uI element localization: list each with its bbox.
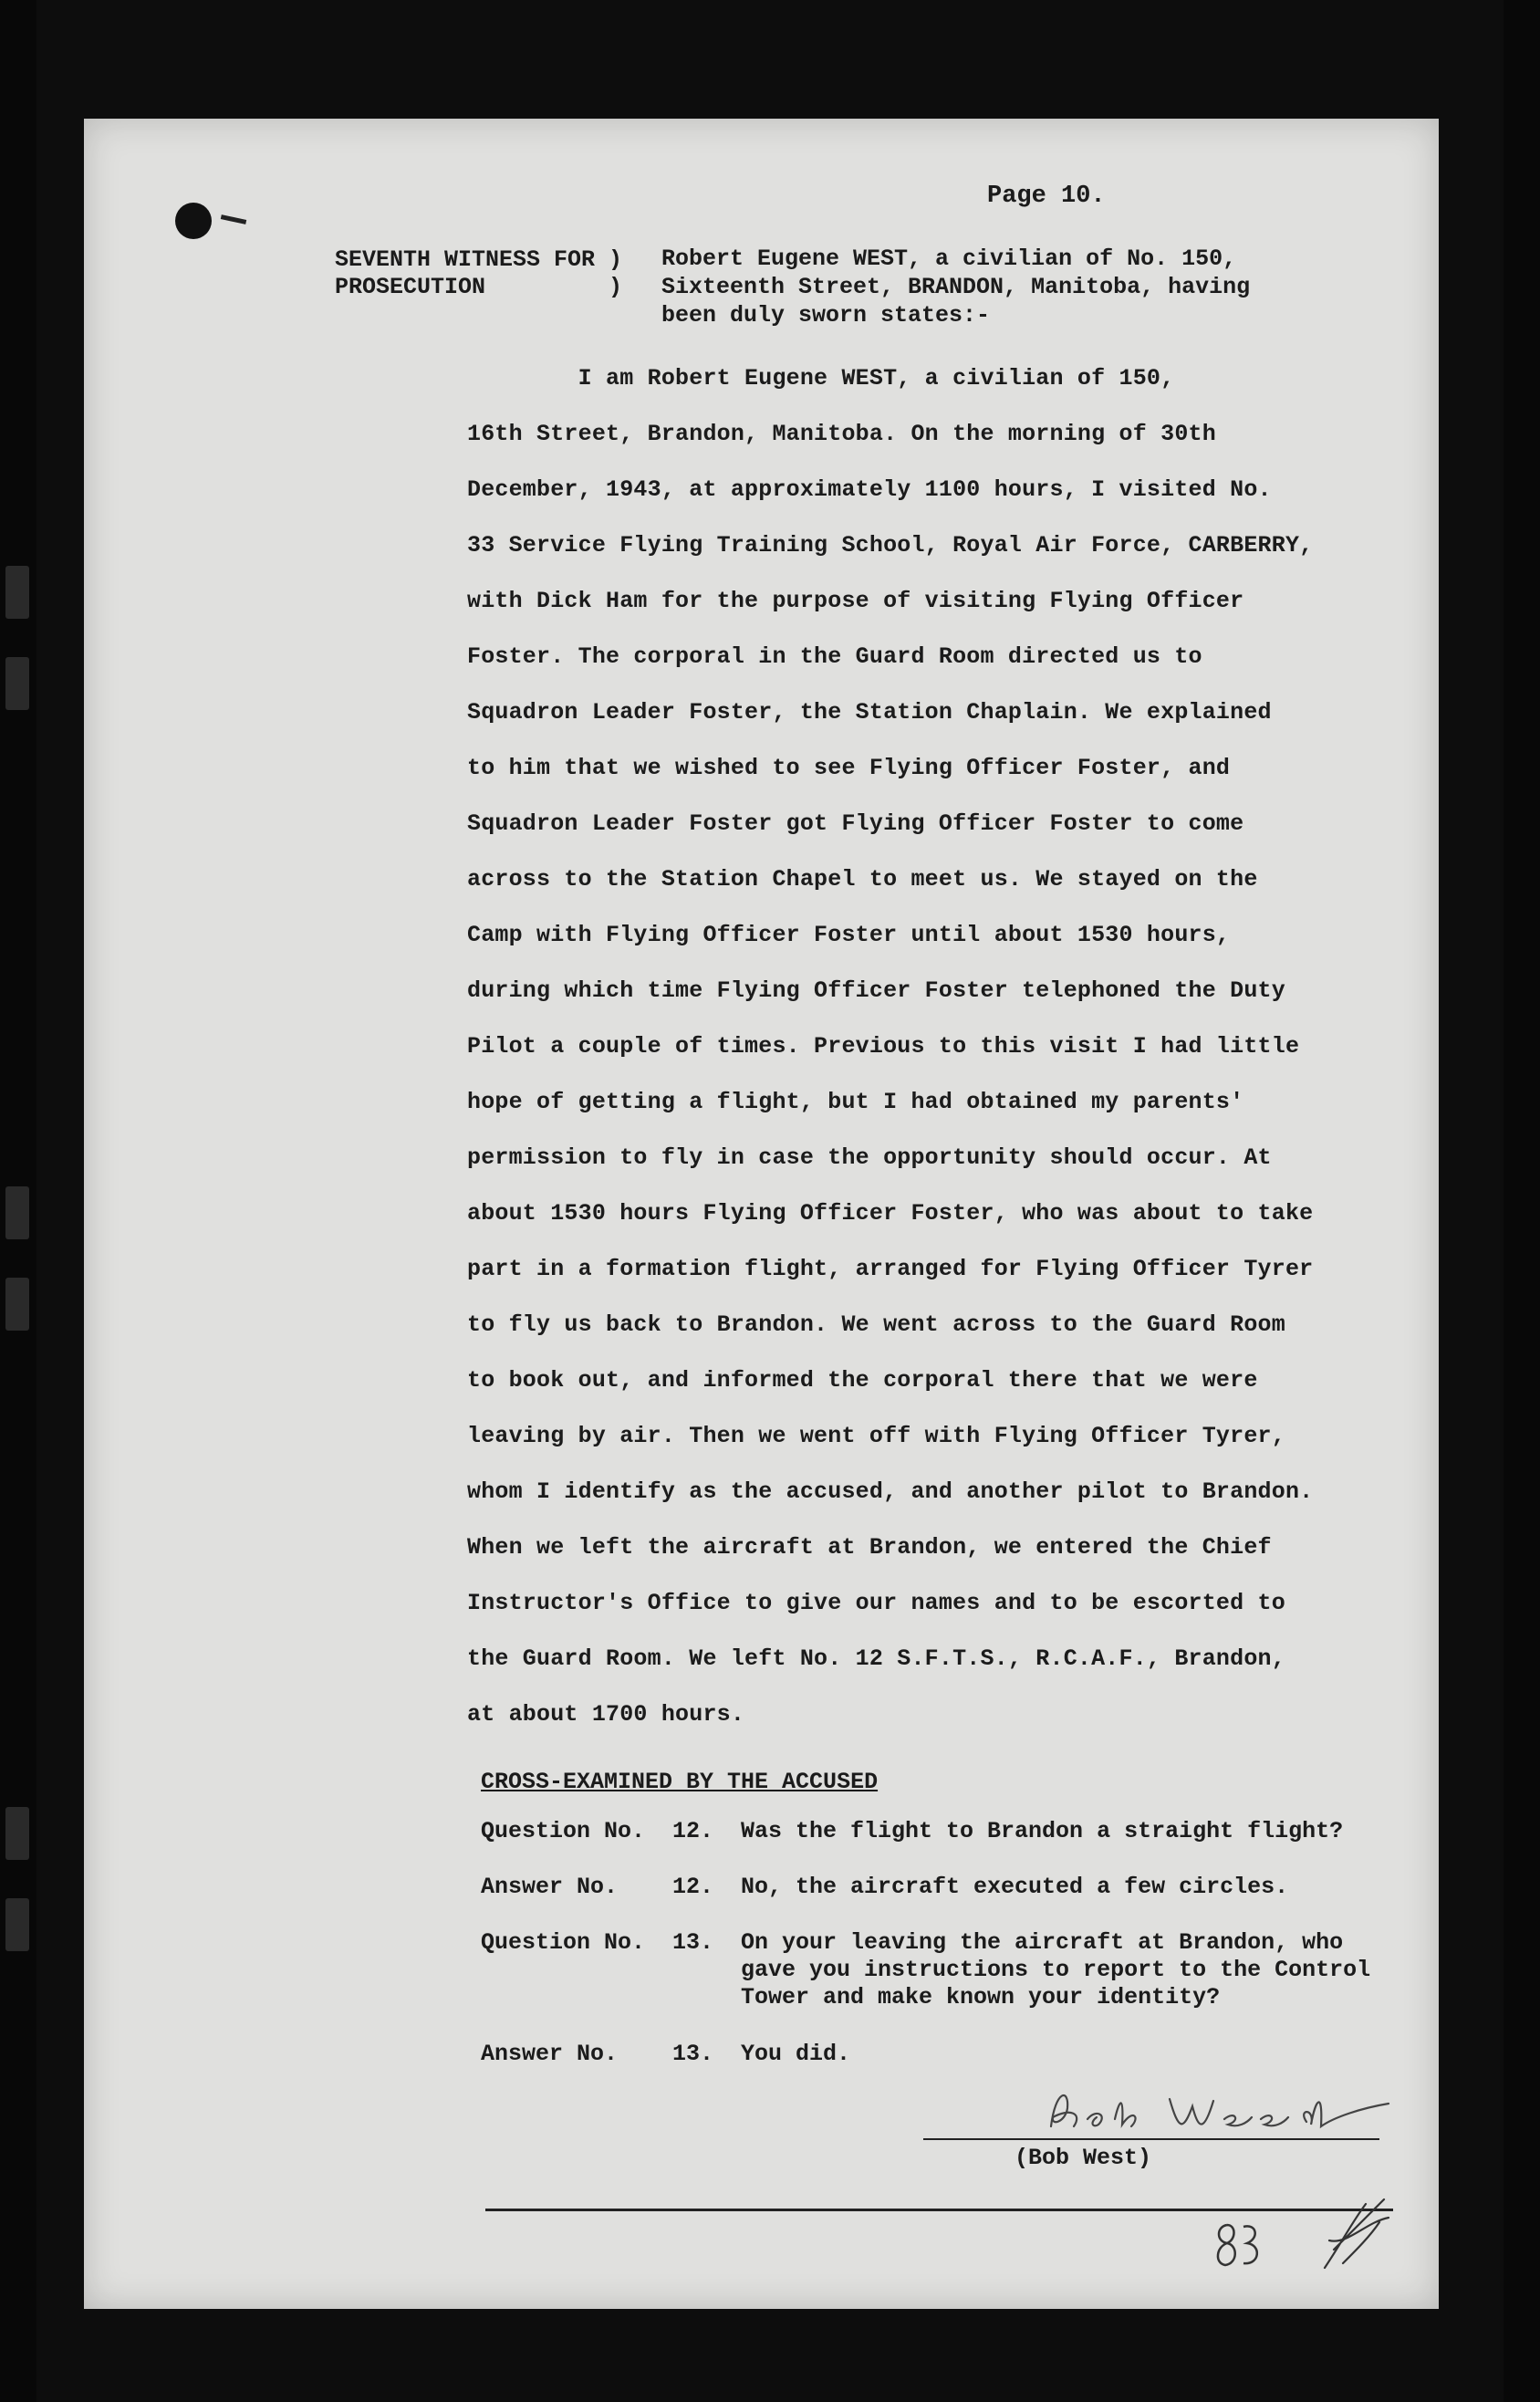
witness-label: SEVENTH WITNESS FOR ) PROSECUTION ) xyxy=(335,246,623,300)
punch-mark xyxy=(221,214,246,225)
qa-label: Question No. xyxy=(481,1818,646,1844)
statement-line: 16th Street, Brandon, Manitoba. On the morning of 30th xyxy=(467,421,1216,447)
cross-examination-heading: CROSS-EXAMINED BY THE ACCUSED xyxy=(481,1769,879,1795)
qa-text-line: gave you instructions to report to the Control xyxy=(741,1957,1371,1983)
punch-hole xyxy=(175,203,212,239)
statement-line: Instructor's Office to give our names and to be escorted to xyxy=(467,1590,1285,1616)
statement-line: Squadron Leader Foster, the Station Chaplain. We explained xyxy=(467,699,1272,726)
qa-label: Question No. xyxy=(481,1929,646,1956)
signature-line xyxy=(923,2138,1379,2140)
qa-text-line: On your leaving the aircraft at Brandon, who xyxy=(741,1929,1344,1956)
statement-line: to book out, and informed the corporal there that we were xyxy=(467,1367,1258,1394)
statement-line: at about 1700 hours. xyxy=(467,1701,745,1728)
qa-text xyxy=(741,2041,850,2068)
statement-line: Squadron Leader Foster got Flying Officer Foster to come xyxy=(467,810,1244,837)
signature-printed-name: (Bob West) xyxy=(1015,2145,1152,2171)
statement-line: 33 Service Flying Training School, Royal Air Force, CARBERRY, xyxy=(467,532,1314,559)
sprocket-hole xyxy=(5,657,29,710)
qa-text xyxy=(741,1818,1343,1845)
qa-text-line: No, the aircraft executed a few circles. xyxy=(741,1874,1289,1900)
qa-label: Answer No. xyxy=(481,2041,619,2067)
sprocket-hole xyxy=(5,1807,29,1860)
film-strip-right xyxy=(1504,0,1540,2402)
statement-line: whom I identify as the accused, and another pilot to Brandon. xyxy=(467,1478,1314,1505)
statement-line: the Guard Room. We left No. 12 S.F.T.S., R.C.A.F., Brandon, xyxy=(467,1645,1285,1672)
film-strip-left xyxy=(0,0,36,2402)
intro-line: Robert Eugene WEST, a civilian of No. 150, xyxy=(661,245,1237,272)
qa-text-line: Was the flight to Brandon a straight flight? xyxy=(741,1818,1344,1844)
statement-line: during which time Flying Officer Foster telephoned the Duty xyxy=(467,977,1285,1004)
page-number: Page 10. xyxy=(987,183,1106,210)
folio-number-handwritten xyxy=(1211,2218,1265,2272)
sprocket-hole xyxy=(5,566,29,619)
statement-line: Pilot a couple of times. Previous to this visit I had little xyxy=(467,1033,1300,1060)
qa-label: Answer No. xyxy=(481,1874,619,1900)
qa-number: 13. xyxy=(672,2041,714,2067)
sprocket-hole xyxy=(5,1898,29,1951)
statement-line: across to the Station Chapel to meet us. We stayed on the xyxy=(467,866,1258,893)
intro-line: Sixteenth Street, BRANDON, Manitoba, having xyxy=(661,274,1251,300)
statement-line: Foster. The corporal in the Guard Room directed us to xyxy=(467,643,1202,670)
witness-intro xyxy=(661,245,1250,329)
statement-line: December, 1943, at approximately 1100 hours, I visited No. xyxy=(467,476,1272,503)
handwritten-signature xyxy=(1033,2081,1416,2145)
statement-line: about 1530 hours Flying Officer Foster, who was about to take xyxy=(467,1200,1314,1227)
statement-line: part in a formation flight, arranged for Flying Officer Tyrer xyxy=(467,1256,1314,1282)
qa-number: 13. xyxy=(672,1929,714,1956)
sprocket-hole xyxy=(5,1278,29,1331)
handwritten-initials xyxy=(1316,2186,1398,2277)
statement-line: with Dick Ham for the purpose of visiting Flying Officer xyxy=(467,588,1244,614)
statement-line: Camp with Flying Officer Foster until about 1530 hours, xyxy=(467,922,1231,948)
statement-line: hope of getting a flight, but I had obtained my parents' xyxy=(467,1089,1244,1115)
qa-text-line: You did. xyxy=(741,2041,851,2067)
qa-text xyxy=(741,1874,1288,1901)
qa-number: 12. xyxy=(672,1874,714,1900)
document-page xyxy=(84,119,1439,2309)
qa-text xyxy=(741,1929,1370,2011)
intro-line: been duly sworn states:- xyxy=(661,302,991,329)
statement-line: When we left the aircraft at Brandon, we entered the Chief xyxy=(467,1534,1272,1561)
statement-line: to him that we wished to see Flying Officer Foster, and xyxy=(467,755,1231,781)
qa-number: 12. xyxy=(672,1818,714,1844)
statement-line: permission to fly in case the opportunity should occur. At xyxy=(467,1144,1272,1171)
sprocket-hole xyxy=(5,1186,29,1239)
statement-line: to fly us back to Brandon. We went across to the Guard Room xyxy=(467,1311,1285,1338)
bottom-rule xyxy=(485,2209,1393,2211)
qa-text-line: Tower and make known your identity? xyxy=(741,1984,1221,2010)
statement-line: leaving by air. Then we went off with Flying Officer Tyrer, xyxy=(467,1423,1285,1449)
statement-line: I am Robert Eugene WEST, a civilian of 150, xyxy=(467,365,1175,392)
